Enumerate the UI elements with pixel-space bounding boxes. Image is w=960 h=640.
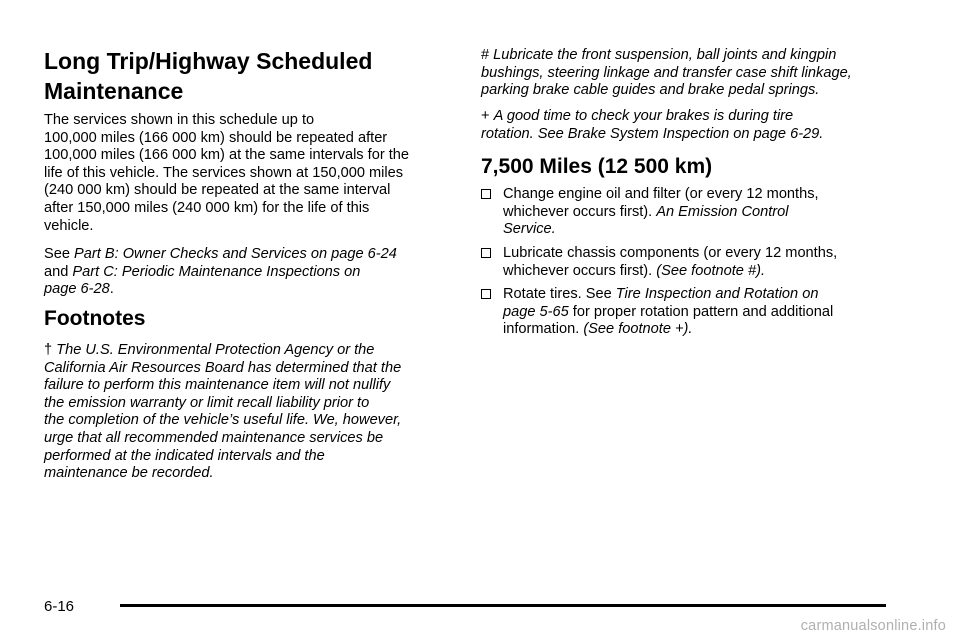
page-title: Long Trip/Highway Scheduled Maintenance <box>44 48 373 104</box>
footnotes-heading: Footnotes <box>44 307 146 330</box>
dagger-footnote: † The U.S. Environmental Protection Agency or the California Air Resources Board has determined that the failure to perform this maintenance item will not nullify the emission warranty or limit recall liability prior to the completion of the vehicle’s useful life. We, however, urge that all recommended maintenance services be performed at the indicated intervals and the maintenance be recorded. <box>44 342 402 482</box>
see-references: See Part B: Owner Checks and Services on page 6-24 and Part C: Periodic Maintenance Inspections on page 6-28. <box>44 246 397 298</box>
ref-part-b: Part B: Owner Checks and Services on page 6-24 <box>74 246 397 262</box>
hash-footnote: # Lubricate the front suspension, ball joints and kingpin bushings, steering linkage and transfer case shift linkage, parking brake cable guides and brake pedal springs. <box>481 47 852 99</box>
checkbox-icon <box>481 189 491 199</box>
footer-rule <box>120 604 886 607</box>
intro-paragraph: The services shown in this schedule up to 100,000 miles (166 000 km) should be repeated after 100,000 miles (166 000 km) at the same intervals for the life of this vehicle. The services shown at 150,000 miles (240 000 km) should be repeated at the same interval after 150,000 miles (240 000 km) for the life of this vehicle. <box>44 112 410 234</box>
watermark: carmanualsonline.info <box>800 618 946 634</box>
checklist-item: Change engine oil and filter (or every 12 months, whichever occurs first). An Emission Control Service. <box>481 186 891 239</box>
page-number: 6-16 <box>44 598 75 615</box>
checklist-item: Rotate tires. See Tire Inspection and Rotation on page 5-65 for proper rotation pattern and additional information. (See footnote +). <box>481 286 891 339</box>
section-heading-7500: 7,500 Miles (12 500 km) <box>481 155 713 178</box>
checkbox-icon <box>481 289 491 299</box>
checklist-item: Lubricate chassis components (or every 12 months, whichever occurs first). (See footnote #). <box>481 245 891 280</box>
plus-footnote: + A good time to check your brakes is during tire rotation. See Brake System Inspection on page 6-29. <box>481 108 824 142</box>
checkbox-icon <box>481 248 491 258</box>
ref-part-c: Part C: Periodic Maintenance Inspections on <box>72 263 361 280</box>
